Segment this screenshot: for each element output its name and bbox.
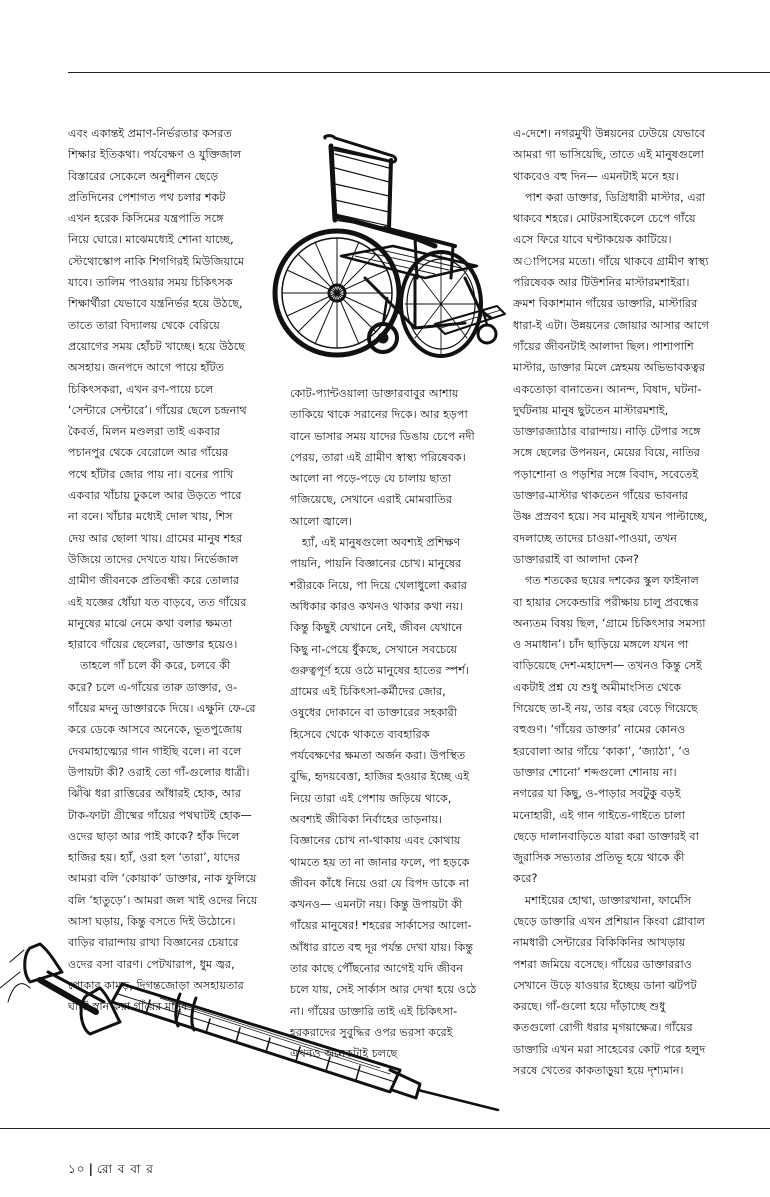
wheelchair-illustration: [265, 128, 515, 376]
syringe-illustration: [0, 942, 500, 1117]
page-number: ১০: [68, 1162, 86, 1176]
col3-paragraph-3: গত শতকের ছয়ের দশকের স্কুল ফাইনাল বা হায়ার সেকেন্ডারি পরীক্ষায় চালু প্রবন্ধের অন্যতম বিষয় ছিল, ‘গ্রামে চিকিৎসার সমস্যা ও সমাধান’। চাঁদ ছাড়িয়ে মঙ্গলে যখন পা বাড়িয়েছে দেশ-মহাদেশ— তখনও কিন্তু সেই একটাই প্রশ্ন যে শুধু অমীমাংসিত থেকে গিয়েছে তা-ই নয়, তার বহর বেড়ে গিয়েছে বহুগুণ। ‘গাঁয়ের ডাক্তার’ নামের কোনও হরবোলা আর গাঁয়ে ‘কাকা’, ‘জ্যাঠা’, ‘ও ডাক্তার শোনো’ শব্দগুলো শোনায় না। নগরের যা কিছু, ও-পাড়ার সবটুকু বড়ই মনোহারী, এই গান গাইতে-গাইতে চালা ছেড়ে দালানবাড়িতে যারা করা ডাক্তারই বা জুরাসিক সভ্যতার প্রতিভূ হয়ে থাকে কী করে?: [513, 574, 706, 886]
footer-separator: |: [88, 1162, 94, 1176]
column-1: [68, 123, 258, 1017]
footer-rule: [0, 1128, 770, 1129]
col2-paragraph-1: কোট-প্যান্টওয়ালা ডাক্তারবাবুর আশায় তাকিয়ে থাকে সরানের দিকে। আর হড়পা বানে ভাসার সময় যাদের ডিঙায় চেপে নদী পেরয়, তারা এই গ্রামীণ স্বাস্থ্য পরিষেবক। আলো না পড়ে-পড়ে যে চালায় ছাতা গজিয়েছে, সেখানে এরাই মোমবাতির আলো জ্বালে।: [290, 387, 475, 528]
col3-paragraph-1: এ-দেশে। নগরমুখী উন্নয়নের ঢেউয়ে যেভাবে আমরা গা ভাসিয়েছি, তাতে এই মানুষগুলো থাকবেও বহু দিন— এমনটাই মনে হয়।: [513, 127, 706, 183]
col2-paragraph-2: হ্যাঁ, এই মানুষগুলো অবশ্যই প্রশিক্ষণ পায়নি, পায়নি বিজ্ঞানের চোখ। মানুষের শরীরকে নিয়ে, পা দিয়ে খেলাধুলো করার অধিকার কারও কখনও থাকার কথা নয়। কিন্তু কিছুই যেখানে নেই, জীবন যেখানে কিছু না-পেয়ে ধুঁকছে, সেখানে সবচেয়ে গুরুত্বপূর্ণ হয়ে ওঠে মানুষের হাতের স্পর্শ। গ্রামের এই চিকিৎসা-কর্মীদের জোর, ওষুধের দোকানে বা ডাক্তারের সহকারী হিসেবে থেকে থাকতে ব্যবহারিক পর্যবেক্ষণের ক্ষমতা অর্জন করা। উপস্থিত বুদ্ধি, হৃদয়বেত্তা, হাজির হওয়ার ইচ্ছে এই নিয়ে তারা এই পেশায় জড়িয়ে থাকে, অবশ্যই জীবিকা নির্বাহের তাড়নায়। বিজ্ঞানের চোখ না-থাকায় এবং কোথায় থামতে হয় তা না জানার ফলে, পা হড়কে জীবন কাঁধে নিয়ে ওরা যে বিপদ ডাকে না কখনও— এমনটা নয়। কিন্তু উপায়টা কী গাঁয়ের মানুষের! শহরের সার্কাসের আলো-আঁধার রাতে বহু দূর পর্যন্ত দেখা যায়। কিন্তু তার কাছে পৌঁছনোর আগেই যদি জীবন চলে যায়, সেই সার্কাস আর দেখা হয়ে ওঠে না। গাঁয়ের ডাক্তারি তাই এই চিকিৎসা-হরকরাদের সুবুদ্ধির ওপর ভরসা করেই এখনও অনেকটাই চলছে: [290, 536, 477, 1061]
col1-paragraph-2: তাহলে গাঁ চলে কী করে, চলবে কী করে? চলে এ-গাঁয়ের তারু ডাক্তার, ও-গাঁয়ের মদনু ডাক্তারকে দিয়ে। এক্ষুনি ফে-রে করে ডেকে আসবে অনেকে, ভূতপুজোয় দেবমাহাত্ম্যের গান গাইছি বলে। না বলে উপায়টা কী? ওরাই তো গাঁ-গুলোর ধাত্রী। ঝিঁঝি ধরা রাত্তিরের আঁধারই হোক, আর টাক-ফাটা গ্রীষ্মের গাঁয়ের পথঘাটই হোক— ওদের ছাড়া আর পাই কাকে? হাঁক দিলে হাজির হয়। হ্যাঁ, ওরা হল ‘তারা’, যাদের আমরা বলি ‘কোয়াক’ ডাক্তার, নাক ফুলিয়ে বলি ‘হাতুড়ে’। আমরা জল খাই ওদের নিয়ে আসা ঘড়ায়, কিন্তু বসতে দিই উঠোনে। বাড়ির বারান্দায় রাখা বিজ্ঞানের চেয়ারে ওদের বসা বারণ। পেটখারাপ, ধুম জ্বর, পোকার কামড়, দিগন্তজোড়া অসহায়তার ঘাটে স্নান করা গাঁয়ের মানুষ: [68, 659, 258, 1014]
col3-paragraph-2: পাশ করা ডাক্তার, ডিগ্রিধারী মাস্টার, এরা থাকবে শহরে। মোটরসাইকেলে চেপে গাঁয়ে এসে ফিরে যাবে ঘণ্টাকয়েক কাটিয়ে। অাপিসের মতো। গাঁয়ে থাকবে গ্রামীণ স্বাস্থ্য পরিষেবক আর টিউশনির মাস্টারমশাইরা। ক্রমশ বিকাশমান গাঁয়ের ডাক্তারি, মাস্টারির ধারা-ই এটা। উন্নয়নের জোয়ার আসার আগে গাঁয়ের জীবনটাই আলাদা ছিল। পাশাপাশি মাস্টার, ডাক্তার মিলে স্নেহময় অভিভাবকত্বর একতোড়া বানাতেন। আনন্দ, বিষাদ, ঘটনা-দুর্ঘটনায় মানুষ ছুটতেন মাস্টারমশাই, ডাক্তারজ্যাঠার বারান্দায়। নাড়ি টেপার সঙ্গে সঙ্গে ছেলের উপনয়ন, মেয়ের বিয়ে, নাতির পড়াশোনা ও পড়শির সঙ্গে বিবাদ, সবেতেই ডাক্তার-মাস্টার থাকতেন গাঁয়ের ভাবনার উষ্ণ প্রস্রবণ হয়ে। সব মানুষই যখন পাল্টাচ্ছে, বদলাচ্ছে তাদের চাওয়া-পাওয়া, তখন ডাক্তাররাই বা আলাদা কেন?: [513, 190, 709, 566]
top-rule: [68, 72, 770, 73]
page-footer: [68, 1161, 154, 1181]
col3-paragraph-4: মশাইয়ের হোথা, ডাক্তারখানা, ফার্মেসি ছেড়ে ডাক্তারি এখন প্রশিয়ান কিংবা গ্লোবাল নামধারী সেন্টারের বিকিকিনির আখড়ায় পশরা জমিয়ে বসেছে। গাঁয়ের ডাক্তাররাও সেখানে উড়ে যাওয়ার ইচ্ছেয় ডানা ঝটপট করছে। গাঁ-গুলো হয়ে দাঁড়াচ্ছে শুধু কতগুলো রোগী ধরার মৃগয়াক্ষেত্র। গাঁয়ের ডাক্তারি এখন মরা সাহেবের কোট পরে হলুদ সরষে খেতের কাকতাড়ুয়া হয়ে দৃশ্যমান।: [513, 893, 706, 1078]
magazine-name: রো ব বা র: [96, 1162, 154, 1176]
col1-paragraph-1: এবং একান্তই প্রমাণ-নির্ভরতার কসরত শিক্ষার ইতিকথা। পর্যবেক্ষণ ও যুক্তিজাল বিস্তারের সেকেলে অনুশীলন ছেড়ে প্রতিদিনের পেশাগত পথ চলার শকট এখন হরেক কিসিমের যন্ত্রপাতি সঙ্গে নিয়ে ঘোরে। মাঝেমধ্যেই শোনা যাচ্ছে, স্টেথোস্কোপ নাকি শিগগিরই মিউজিয়ামে যাবে। তালিম পাওয়ার সময় চিকিৎসক শিক্ষার্থীরা যেভাবে যন্ত্রনির্ভর হয়ে উঠছে, তাতে তারা বিদ্যালয় থেকে বেরিয়ে প্রয়োগের সময় হোঁচট খাচ্ছে। হয়ে উঠছে অসহায়। জনপদে আগে পায়ে হাঁটত চিকিৎসকরা, এখন রণ-পায়ে চলে ‘সেন্টারে সেন্টারে’। গাঁয়ের ছেলে চন্দ্রনাথ কৈবর্ত, মিলন মণ্ডলরা তাই একবার পচানপুর থেকে বেরোলে আর গাঁয়ের পথে হাঁটার জোর পায় না। বনের পাখি একবার খাঁচায় ঢুকলে আর উড়তে পারে না বনে। খাঁচার মধ্যেই দোল খায়, শিস দেয় আর ছোলা খায়। গ্রামের মানুষ শহর উজিয়ে তাদের দেখতে যায়। নির্ভেজাল গ্রামীণ জীবনকে প্রতিবন্ধী করে তোলার এই যজ্ঞের ধোঁয়া যত বাড়বে, তত গাঁয়ের মানুষের মাঝে নেমে কথা বলার ক্ষমতা হারাবে গাঁয়ের ছেলেরা, ডাক্তার হয়েও।: [68, 127, 247, 652]
column-3: [513, 123, 709, 1081]
